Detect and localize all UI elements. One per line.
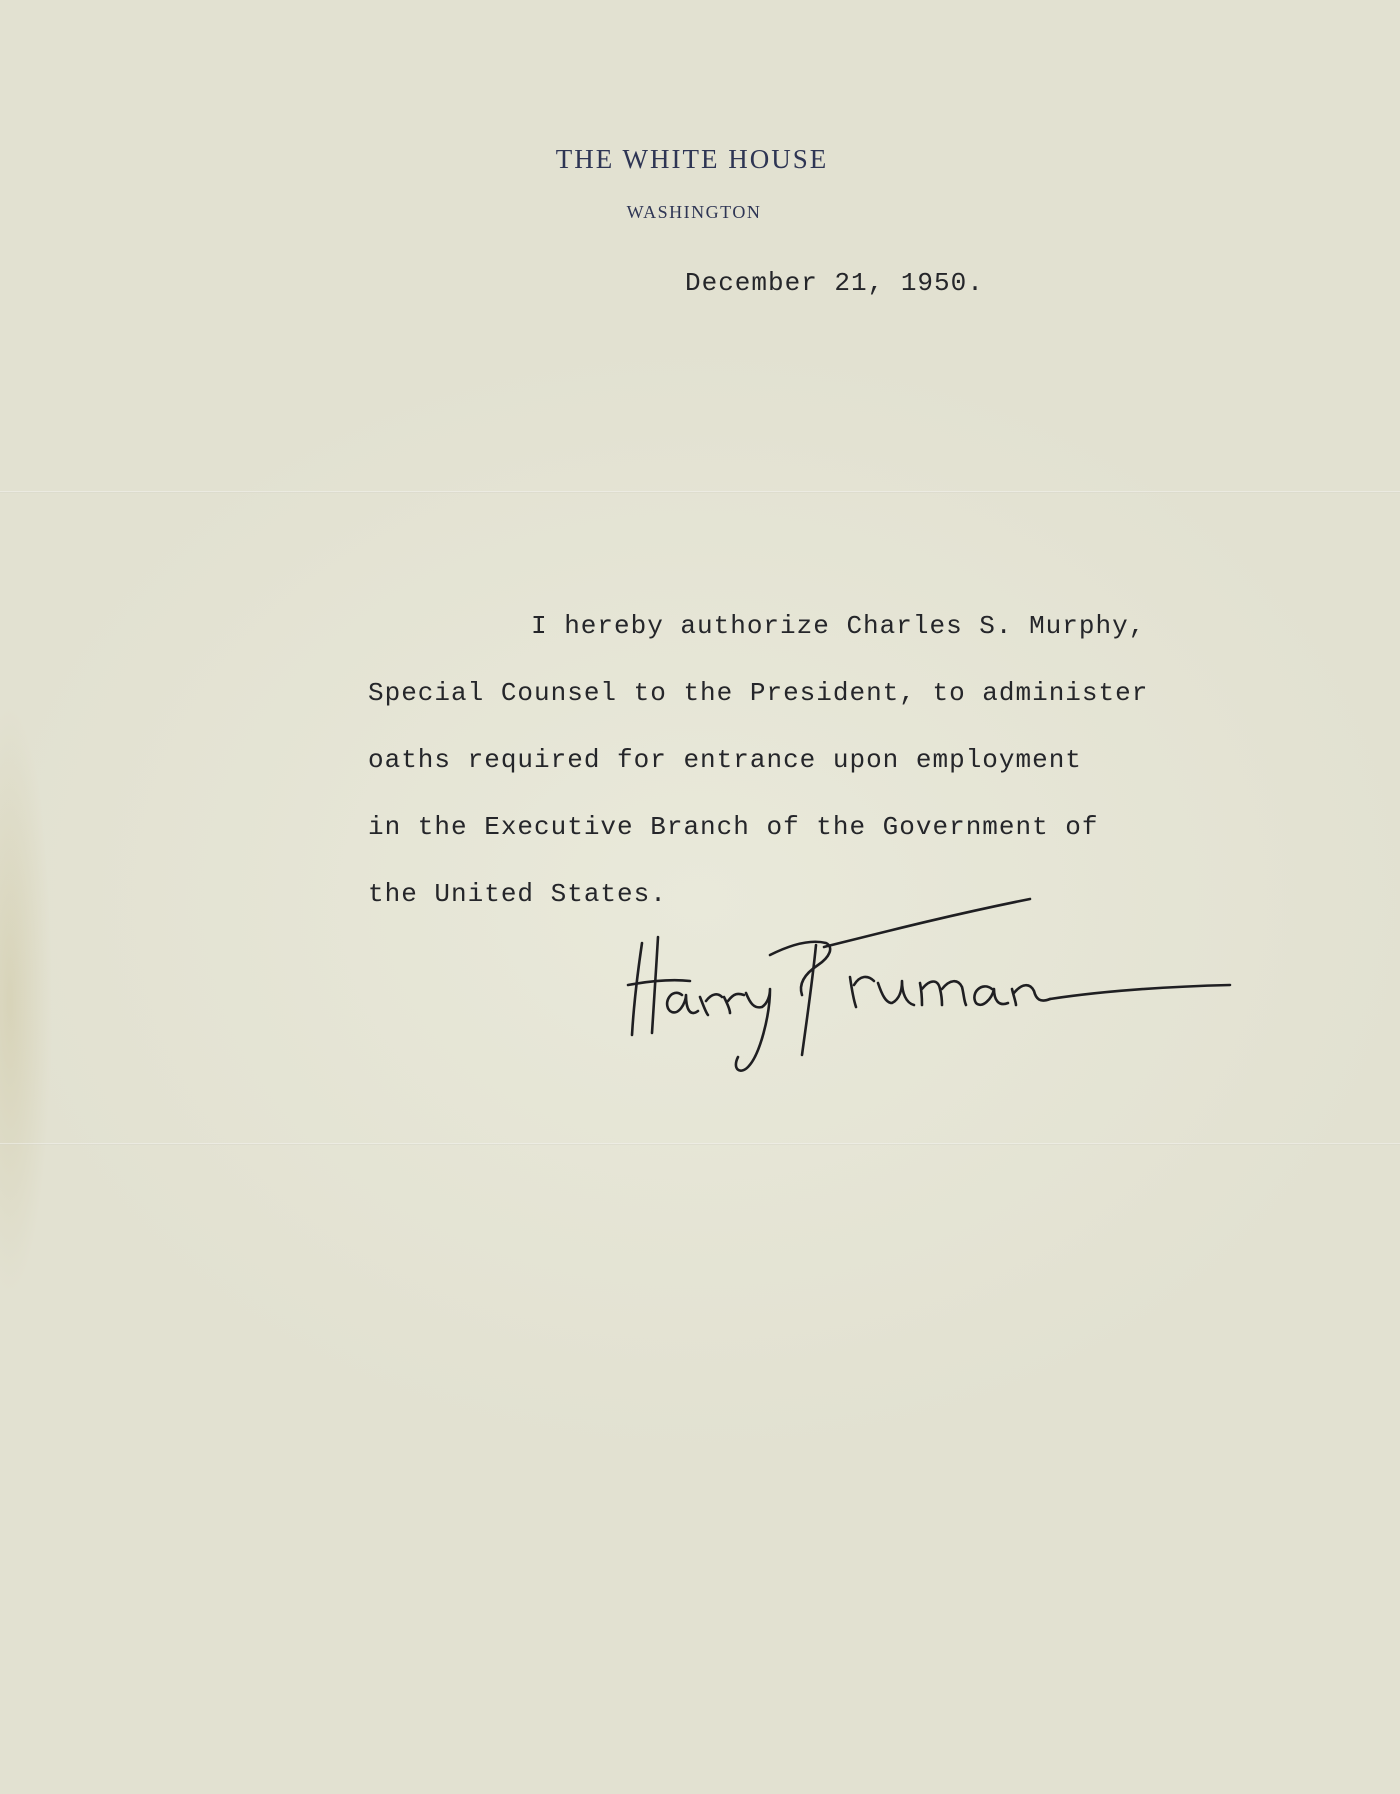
letterhead-subtitle-text: WASHINGTON (626, 202, 762, 222)
body-line: in the Executive Branch of the Government of (368, 812, 1099, 842)
letterhead-title (0, 144, 1400, 175)
paper-fold-line (0, 1143, 1400, 1145)
letterhead-title-text: THE WHITE HOUSE (555, 144, 829, 174)
handwritten-signature (620, 885, 1240, 1085)
body-line: oaths required for entrance upon employment (368, 745, 1082, 775)
body-line: the United States. (368, 879, 667, 909)
letterhead-subtitle (0, 202, 1400, 223)
paper-fold-line (0, 491, 1400, 493)
letter-date: December 21, 1950. (685, 268, 984, 298)
body-line: I hereby authorize Charles S. Murphy, (531, 611, 1146, 641)
body-line: Special Counsel to the President, to administer (368, 678, 1149, 708)
